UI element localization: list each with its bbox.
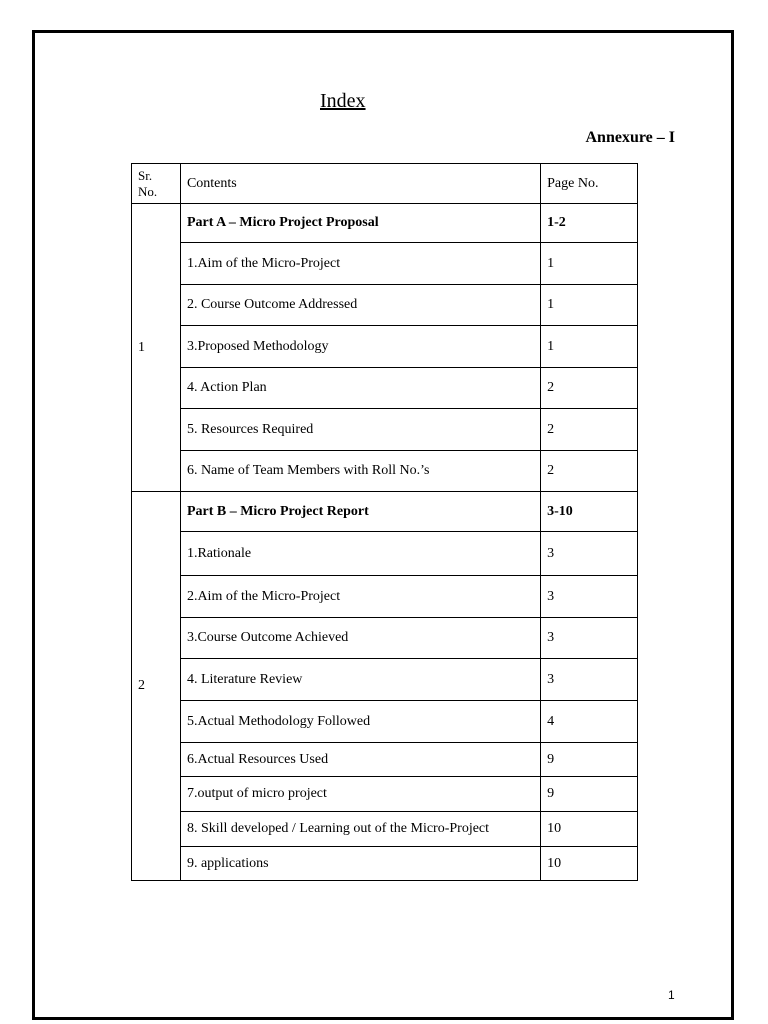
content-cell: 6. Name of Team Members with Roll No.’s <box>180 451 540 492</box>
table-row <box>132 847 638 881</box>
section-sr-no: 2 <box>132 492 181 881</box>
table-row <box>132 409 638 451</box>
header-sr-no: Sr. No. <box>132 164 181 204</box>
page-title: Index <box>320 90 366 112</box>
section-page-range: 3-10 <box>541 492 638 532</box>
page-cell: 2 <box>541 451 638 492</box>
content-cell: 6.Actual Resources Used <box>180 743 540 777</box>
table-row <box>132 743 638 777</box>
content-cell: 4. Literature Review <box>180 659 540 701</box>
annexure-label: Annexure – I <box>585 129 675 146</box>
table-row <box>132 243 638 285</box>
page-cell: 10 <box>541 812 638 847</box>
page-cell: 2 <box>541 368 638 409</box>
content-cell: 3.Course Outcome Achieved <box>180 618 540 659</box>
table-header-row <box>132 164 638 204</box>
page-cell: 1 <box>541 243 638 285</box>
header-page-no: Page No. <box>541 164 638 204</box>
page-cell: 2 <box>541 409 638 451</box>
content-cell: 1.Rationale <box>180 532 540 576</box>
table-row <box>132 777 638 812</box>
content-cell: 5. Resources Required <box>180 409 540 451</box>
content-cell: 1.Aim of the Micro-Project <box>180 243 540 285</box>
table-row <box>132 451 638 492</box>
table-row <box>132 492 638 532</box>
table-row <box>132 326 638 368</box>
section-heading: Part A – Micro Project Proposal <box>180 204 540 243</box>
header-contents: Contents <box>180 164 540 204</box>
content-cell: 5.Actual Methodology Followed <box>180 701 540 743</box>
section-page-range: 1-2 <box>541 204 638 243</box>
table-row <box>132 618 638 659</box>
page-cell: 10 <box>541 847 638 881</box>
table-row <box>132 532 638 576</box>
page-cell: 3 <box>541 576 638 618</box>
table-row <box>132 576 638 618</box>
page-cell: 3 <box>541 532 638 576</box>
table-row <box>132 659 638 701</box>
page-cell: 1 <box>541 326 638 368</box>
page-number: 1 <box>668 988 675 1002</box>
table-row <box>132 368 638 409</box>
page-cell: 1 <box>541 285 638 326</box>
content-cell: 2. Course Outcome Addressed <box>180 285 540 326</box>
table-row <box>132 812 638 847</box>
content-cell: 9. applications <box>180 847 540 881</box>
page-cell: 3 <box>541 618 638 659</box>
table-row <box>132 285 638 326</box>
table-row <box>132 204 638 243</box>
index-table <box>131 163 638 881</box>
content-cell: 8. Skill developed / Learning out of the Micro-Project <box>180 812 540 847</box>
page-cell: 4 <box>541 701 638 743</box>
content-cell: 3.Proposed Methodology <box>180 326 540 368</box>
page-cell: 9 <box>541 777 638 812</box>
content-cell: 4. Action Plan <box>180 368 540 409</box>
page-cell: 9 <box>541 743 638 777</box>
page-cell: 3 <box>541 659 638 701</box>
section-sr-no: 1 <box>132 204 181 492</box>
content-cell: 2.Aim of the Micro-Project <box>180 576 540 618</box>
content-cell: 7.output of micro project <box>180 777 540 812</box>
table-row <box>132 701 638 743</box>
section-heading: Part B – Micro Project Report <box>180 492 540 532</box>
